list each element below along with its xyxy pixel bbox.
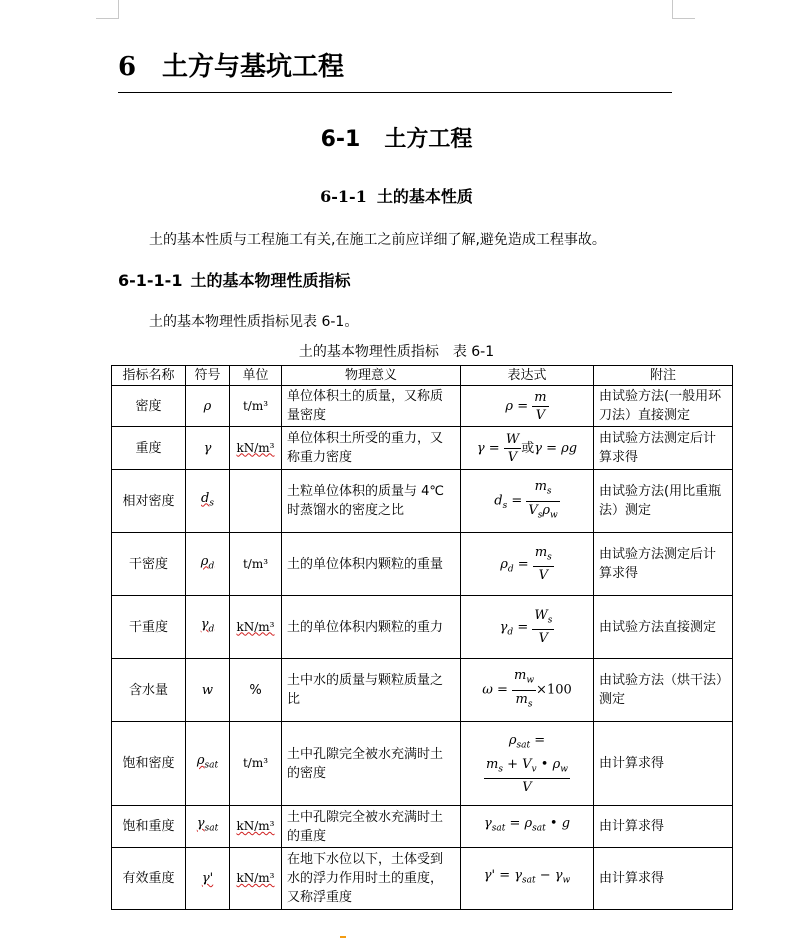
row-name: 干密度 — [112, 533, 186, 596]
row-formula: $d_s$ = $\frac{m_s}{V_s\rho_w}$ — [461, 470, 594, 533]
row-formula: $\rho_{sat}$ = $\frac{m_s + V_v • \rho_w}{V}$ — [461, 722, 594, 806]
subsection-number: 6-1-1 — [320, 187, 367, 206]
row-symbol: γ' — [186, 848, 230, 910]
row-formula: $\rho_d$ = $\frac{m_s}{V}$ — [461, 533, 594, 596]
header-unit: 单位 — [230, 366, 282, 386]
row-meaning: 土中孔隙完全被水充满时土的密度 — [282, 722, 461, 806]
row-note: 由试验方法测定后计算求得 — [594, 533, 733, 596]
header-meaning: 物理意义 — [282, 366, 461, 386]
row-name: 饱和密度 — [112, 722, 186, 806]
row-symbol: ρ — [186, 386, 230, 427]
table-row — [112, 596, 733, 659]
row-symbol: w — [186, 659, 230, 722]
table-caption-title: 土的基本物理性质指标 — [298, 344, 439, 360]
page-corner-mark — [96, 0, 119, 19]
table-row — [112, 386, 733, 427]
row-formula: $\gamma_{sat} = \rho_{sat}$ • g — [461, 806, 594, 848]
section-title: 土方工程 — [384, 127, 473, 152]
row-symbol: γ — [186, 427, 230, 470]
header-expression: 表达式 — [461, 366, 594, 386]
table-caption — [0, 341, 793, 361]
table-caption-number: 表 6-1 — [452, 344, 495, 360]
row-note: 由试验方法(一般用环刀法）直接测定 — [594, 386, 733, 427]
row-name: 含水量 — [112, 659, 186, 722]
page-corner-mark — [672, 0, 695, 19]
row-name: 干重度 — [112, 596, 186, 659]
table-row — [112, 722, 733, 806]
row-note: 由试验方法（烘干法）测定 — [594, 659, 733, 722]
row-symbol: $\rho_d$ — [186, 533, 230, 596]
table-row — [112, 427, 733, 470]
row-unit: t/m³ — [230, 386, 282, 427]
row-unit: t/m³ — [230, 533, 282, 596]
row-meaning: 在地下水位以下，土体受到水的浮力作用时土的重度，又称浮重度 — [282, 848, 461, 910]
row-symbol: $\rho_{sat}$ — [186, 722, 230, 806]
reference-paragraph: 土的基本物理性质指标见表 6-1。 — [149, 314, 359, 330]
table-row — [112, 848, 733, 910]
subsection-heading — [0, 184, 793, 207]
row-name: 密度 — [112, 386, 186, 427]
table-header-row — [112, 366, 733, 386]
row-symbol: $\gamma_{sat}$ — [186, 806, 230, 848]
section-number: 6-1 — [320, 127, 361, 152]
row-meaning: 单位体积土所受的重力，又称重力密度 — [282, 427, 461, 470]
subsubsection-number: 6-1-1-1 — [118, 271, 183, 290]
row-unit: kN/m³ — [230, 596, 282, 659]
row-unit: kN/m³ — [230, 806, 282, 848]
subsection-title: 土的基本性质 — [376, 187, 473, 206]
table-row — [112, 470, 733, 533]
row-formula: ρ = $\frac{m}{V}$ — [461, 386, 594, 427]
row-note: 由计算求得 — [594, 806, 733, 848]
chapter-heading — [118, 48, 672, 93]
row-symbol: $\gamma_d$ — [186, 596, 230, 659]
row-note: 由试验方法测定后计算求得 — [594, 427, 733, 470]
row-formula: γ = $\frac{W}{V}$ 或γ = ρg — [461, 427, 594, 470]
table-row — [112, 806, 733, 848]
row-meaning: 土的单位体积内颗粒的重力 — [282, 596, 461, 659]
subsubsection-title: 土的基本物理性质指标 — [190, 271, 351, 290]
chapter-number: 6 — [118, 52, 137, 82]
row-unit: kN/m³ — [230, 848, 282, 910]
row-meaning: 土粒单位体积的质量与 4℃时蒸馏水的密度之比 — [282, 470, 461, 533]
row-meaning: 土中水的质量与颗粒质量之比 — [282, 659, 461, 722]
section-heading — [0, 122, 793, 153]
row-note: 由计算求得 — [594, 848, 733, 910]
row-name: 有效重度 — [112, 848, 186, 910]
header-name: 指标名称 — [112, 366, 186, 386]
page-edge-mark — [340, 936, 346, 938]
row-name: 相对密度 — [112, 470, 186, 533]
chapter-title: 土方与基坑工程 — [162, 52, 345, 82]
row-formula: ω = $\frac{m_w}{m_s}$ ×100 — [461, 659, 594, 722]
row-name: 饱和重度 — [112, 806, 186, 848]
table-row — [112, 533, 733, 596]
row-note: 由试验方法直接测定 — [594, 596, 733, 659]
header-symbol: 符号 — [186, 366, 230, 386]
header-note: 附注 — [594, 366, 733, 386]
row-name: 重度 — [112, 427, 186, 470]
row-unit: kN/m³ — [230, 427, 282, 470]
row-formula: $\gamma' = \gamma_{sat} - \gamma_w$ — [461, 848, 594, 910]
subsubsection-heading — [118, 268, 350, 291]
row-unit — [230, 470, 282, 533]
row-note: 由计算求得 — [594, 722, 733, 806]
table-row — [112, 659, 733, 722]
row-unit: % — [230, 659, 282, 722]
row-meaning: 土的单位体积内颗粒的重量 — [282, 533, 461, 596]
row-meaning: 单位体积土的质量，又称质量密度 — [282, 386, 461, 427]
row-unit: t/m³ — [230, 722, 282, 806]
row-symbol: $d_s$ — [186, 470, 230, 533]
row-formula: $\gamma_d$ = $\frac{W_s}{V}$ — [461, 596, 594, 659]
intro-paragraph: 土的基本性质与工程施工有关,在施工之前应详细了解,避免造成工程事故。 — [149, 232, 606, 248]
row-note: 由试验方法(用比重瓶法）测定 — [594, 470, 733, 533]
properties-table — [111, 365, 733, 910]
row-meaning: 土中孔隙完全被水充满时土的重度 — [282, 806, 461, 848]
